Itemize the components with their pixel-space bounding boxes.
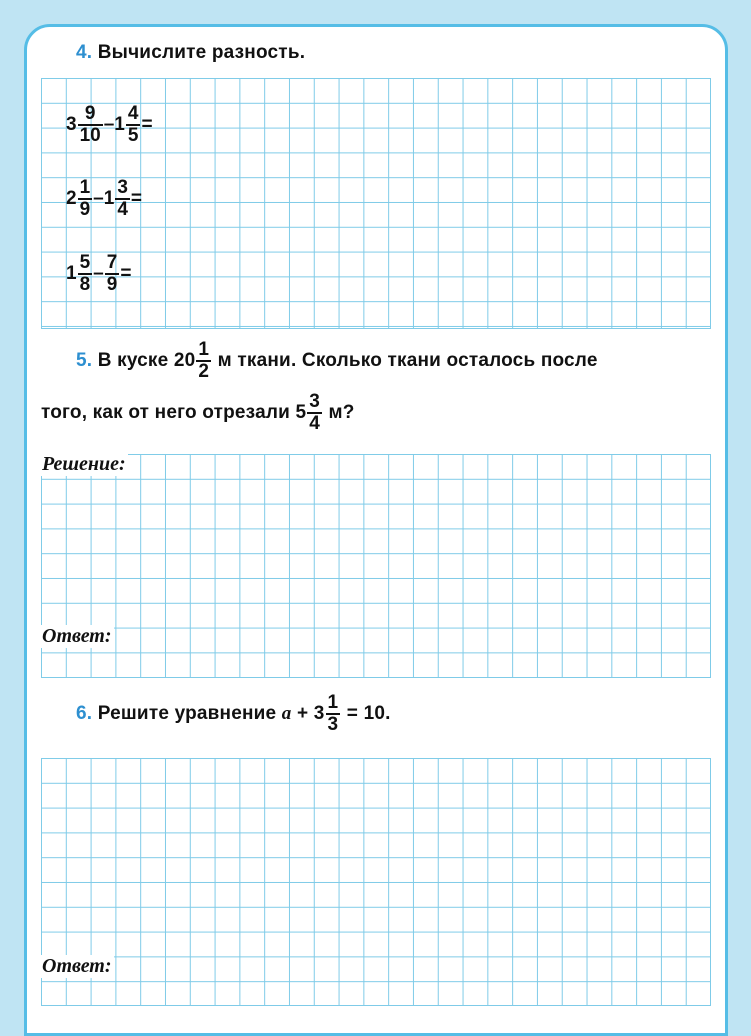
task-4-number: 4. <box>76 42 93 63</box>
minus-sign: – <box>93 187 104 209</box>
fraction: $\frac{1}{9}$ <box>79 177 91 220</box>
equals-sign: = <box>130 187 142 209</box>
whole-part: 1 <box>103 187 115 209</box>
fraction: $\frac{3}{4}$ <box>309 391 321 434</box>
fraction: $\frac{4}{5}$ <box>127 103 139 146</box>
minus-sign: – <box>93 262 104 284</box>
whole-part: 3 <box>66 113 77 135</box>
task-5-line-2 <box>41 392 355 434</box>
plus-term: + 3 <box>291 702 325 724</box>
task-6-grid[interactable] <box>41 758 711 1006</box>
fraction: $\frac{3}{4}$ <box>117 177 128 220</box>
whole-part: 1 <box>114 113 125 135</box>
fraction: $\frac{7}{9}$ <box>106 252 118 295</box>
whole-part: 1 <box>66 262 77 284</box>
task-4-expression-2 <box>66 178 142 220</box>
task-5-line-1 <box>76 340 598 382</box>
fraction: $\frac{5}{8}$ <box>79 252 91 295</box>
whole-part: 2 <box>66 187 77 209</box>
fraction: $\frac{9}{10}$ <box>79 103 101 146</box>
task-6-answer-label: Ответ: <box>42 955 112 977</box>
task-6-heading <box>76 693 391 735</box>
minus-sign: – <box>103 113 115 135</box>
task-5-text-3: того, как от него отрезали 5 <box>41 402 307 424</box>
equation-rest: = 10. <box>341 702 391 724</box>
task-4-heading <box>76 42 305 64</box>
task-4-text: Вычислите разность. <box>97 42 306 63</box>
task-5-answer-label: Ответ: <box>42 625 112 647</box>
solution-label: Решение: <box>42 453 126 475</box>
variable-a: a <box>281 702 292 724</box>
equals-sign: = <box>120 262 132 284</box>
fraction: $\frac{1}{2}$ <box>198 339 210 382</box>
fraction: $\frac{1}{3}$ <box>327 692 339 735</box>
task-6-number: 6. <box>76 702 93 724</box>
task-6-text: Решите уравнение <box>97 702 282 724</box>
task-5-grid[interactable] <box>41 454 711 678</box>
task-4-expression-1 <box>66 104 153 146</box>
equals-sign: = <box>141 113 153 135</box>
task-5-text-4: м? <box>323 402 355 424</box>
task-5-number: 5. <box>76 350 93 372</box>
task-5-text-1: В куске 20 <box>97 350 196 372</box>
task-5-text-2: м ткани. Сколько ткани осталось после <box>212 350 598 372</box>
task-4-expression-3 <box>66 253 131 295</box>
